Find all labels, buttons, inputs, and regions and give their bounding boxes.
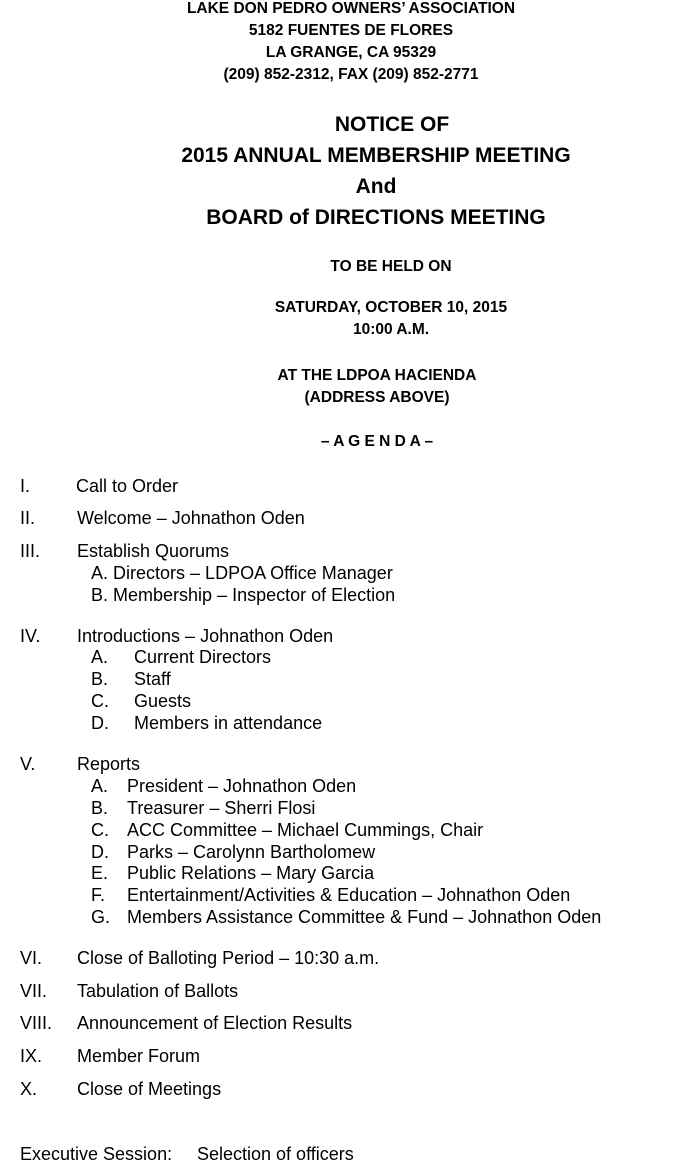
subitem-text: Members in attendance [134,713,323,733]
agenda-number: VIII. [20,1013,53,1033]
subitem-label: E. [91,863,109,883]
agenda-text: Call to Order [76,476,179,496]
held-on: TO BE HELD ON [330,258,452,275]
agenda-text: Establish Quorums [77,541,230,561]
subitem-label: B. [91,585,109,605]
subitem-label: C. [91,691,109,711]
subitem-text: Entertainment/Activities & Education – Johnathon Oden [127,885,571,905]
subitem-label: A. [91,563,109,583]
agenda-number: I. [20,476,31,496]
agenda-text: Welcome – Johnathon Oden [77,508,305,528]
meeting-time: 10:00 A.M. [352,321,430,338]
subitem-label: G. [91,907,111,927]
agenda-heading: – A G E N D A – [320,433,434,450]
subitem-text: Treasurer – Sherri Flosi [127,798,316,818]
agenda-number: IX. [20,1046,43,1066]
agenda-text: Close of Balloting Period – 10:30 a.m. [77,948,380,968]
agenda-number: V. [20,754,36,774]
subitem-label: B. [91,669,109,689]
agenda-text: Close of Meetings [77,1079,222,1099]
title-line-2: 2015 ANNUAL MEMBERSHIP MEETING [181,144,571,167]
org-phone: (209) 852-2312, FAX (209) 852-2771 [223,66,479,83]
meeting-address: (ADDRESS ABOVE) [304,389,450,406]
subitem-label: A. [91,647,109,667]
subitem-text: Public Relations – Mary Garcia [127,863,375,883]
meeting-place: AT THE LDPOA HACIENDA [277,367,477,384]
subitem-text: Membership – Inspector of Election [113,585,396,605]
subitem-text: President – Johnathon Oden [127,776,357,796]
agenda-number: X. [20,1079,38,1099]
meeting-date: SATURDAY, OCTOBER 10, 2015 [274,299,508,316]
subitem-text: Parks – Carolynn Bartholomew [127,842,376,862]
agenda-text: Reports [77,754,141,774]
subitem-text: Guests [134,691,192,711]
subitem-label: D. [91,713,109,733]
agenda-number: IV. [20,626,41,646]
subitem-text: ACC Committee – Michael Cummings, Chair [127,820,484,840]
agenda-text: Member Forum [77,1046,201,1066]
subitem-text: Current Directors [134,647,272,667]
agenda-subitem [91,563,393,584]
agenda-number: VII. [20,981,48,1001]
title-line-1: NOTICE OF [334,113,450,136]
subitem-label: A. [91,776,109,796]
org-name: LAKE DON PEDRO OWNERS’ ASSOCIATION [186,0,516,17]
org-street: 5182 FUENTES DE FLORES [248,22,454,39]
subitem-label: F. [91,885,106,905]
subitem-label: D. [91,842,109,862]
agenda-text: Tabulation of Ballots [77,981,239,1001]
subitem-text: Members Assistance Committee & Fund – Johnathon Oden [127,907,602,927]
org-city: LA GRANGE, CA 95329 [265,44,437,61]
subitem-label: C. [91,820,109,840]
agenda-number: VI. [20,948,43,968]
agenda-number: II. [20,508,36,528]
subitem-text: Directors – LDPOA Office Manager [113,563,393,583]
agenda-text: Introductions – Johnathon Oden [77,626,334,646]
executive-session-text: Selection of officers [197,1144,354,1164]
agenda-number: III. [20,541,41,561]
title-line-3: And [355,175,397,198]
agenda-subitem [91,585,395,606]
subitem-text: Staff [134,669,171,689]
executive-session-label: Executive Session: [20,1144,173,1164]
title-line-4: BOARD of DIRECTIONS MEETING [206,206,546,229]
subitem-label: B. [91,798,109,818]
agenda-text: Announcement of Election Results [77,1013,353,1033]
